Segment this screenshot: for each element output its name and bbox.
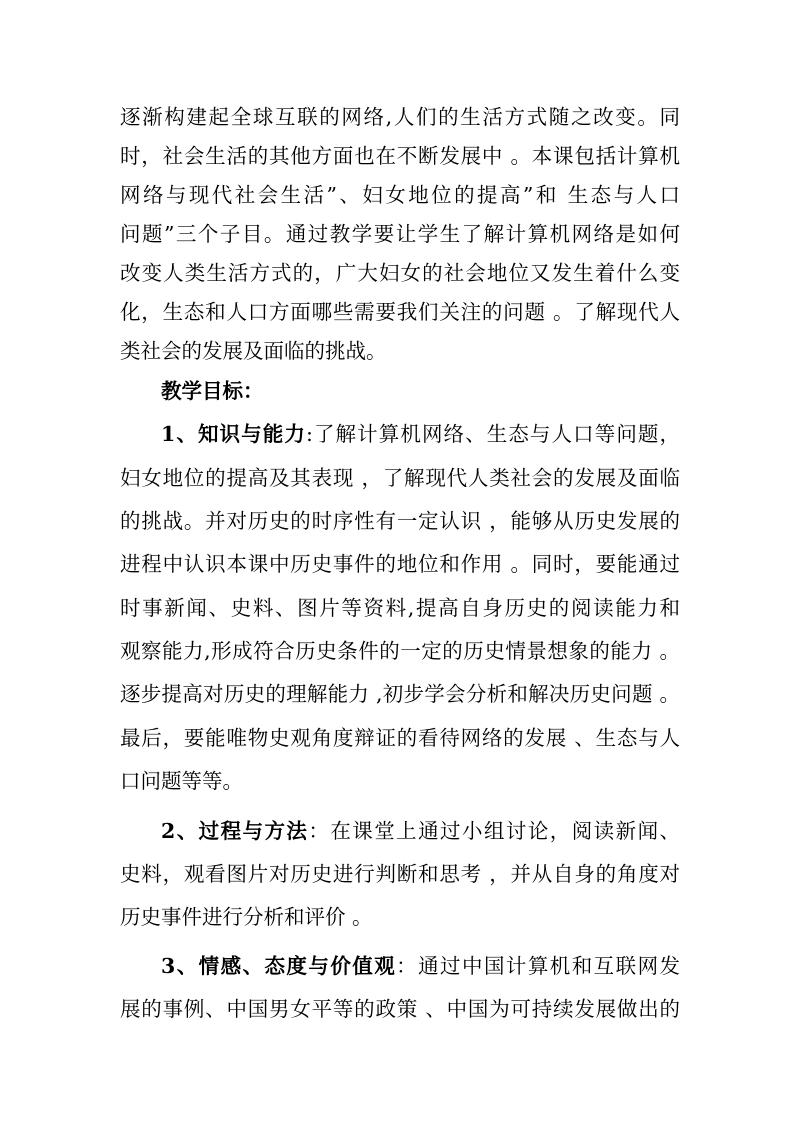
intro-line-7: 类社会的发展及面临的挑战。 [120,339,387,363]
intro-line-6: 化，生态和人口方面哪些需要我们关注的问题 。了解现代人 [120,300,680,324]
objectives-heading: 教学目标： [161,379,264,403]
knowledge-line-5: 时事新闻、史料、图片等资料,提高自身历史的阅读能力和 [120,596,680,620]
knowledge-label: 1、知识与能力 [161,422,306,446]
process-label: 2、过程与方法 [161,819,309,843]
emotion-first-line [161,950,680,982]
knowledge-line-6: 观察能力,形成符合历史条件的一定的历史情景想象的能力 。 [120,639,680,663]
emotion-line-2: 展的事例、中国男女平等的政策 、中国为可持续发展做出的 [120,997,680,1021]
knowledge-line-3: 的挑战。并对历史的时序性有一定认识 ，能够从历史发展的 [120,509,680,533]
intro-line-5: 改变人类生活方式的，广大妇女的社会地位又发生着什么变 [120,261,680,285]
knowledge-line-2: 妇女地位的提高及其表现 ，了解现代人类社会的发展及面临 [120,466,680,490]
knowledge-line-9: 口问题等等。 [120,769,243,793]
intro-line-3: 网络与现代社会生活”、妇女地位的提高”和 生态与人口 [120,183,680,207]
knowledge-first-line [161,418,680,450]
emotion-label: 3、情感、态度与价值观 [161,954,397,978]
process-line-2: 史料，观看图片对历史进行判断和思考 ，并从自身的角度对 [120,862,680,886]
intro-line-4: 问题”三个子目。通过教学要让学生了解计算机网络是如何 [120,222,680,246]
intro-line-1: 逐渐构建起全球互联的网络,人们的生活方式随之改变。同 [120,105,680,129]
intro-line-2: 时，社会生活的其他方面也在不断发展中 。本课包括计算机 [120,144,680,168]
knowledge-line-8: 最后，要能唯物史观角度辩证的看待网络的发展 、生态与人 [120,726,680,750]
emotion-first-text: ：通过中国计算机和互联网发 [396,954,680,978]
process-first-text: ：在课堂上通过小组讨论，阅读新闻、 [308,819,680,843]
knowledge-first-text: :了解计算机网络、生态与人口等问题， [305,422,680,446]
knowledge-line-4: 进程中认识本课中历史事件的地位和作用 。同时，要能通过 [120,552,680,576]
process-line-3: 历史事件进行分析和评价 。 [120,905,373,929]
process-first-line [161,815,680,847]
knowledge-line-7: 逐步提高对历史的理解能力 ,初步学会分析和解决历史问题 。 [120,682,680,706]
